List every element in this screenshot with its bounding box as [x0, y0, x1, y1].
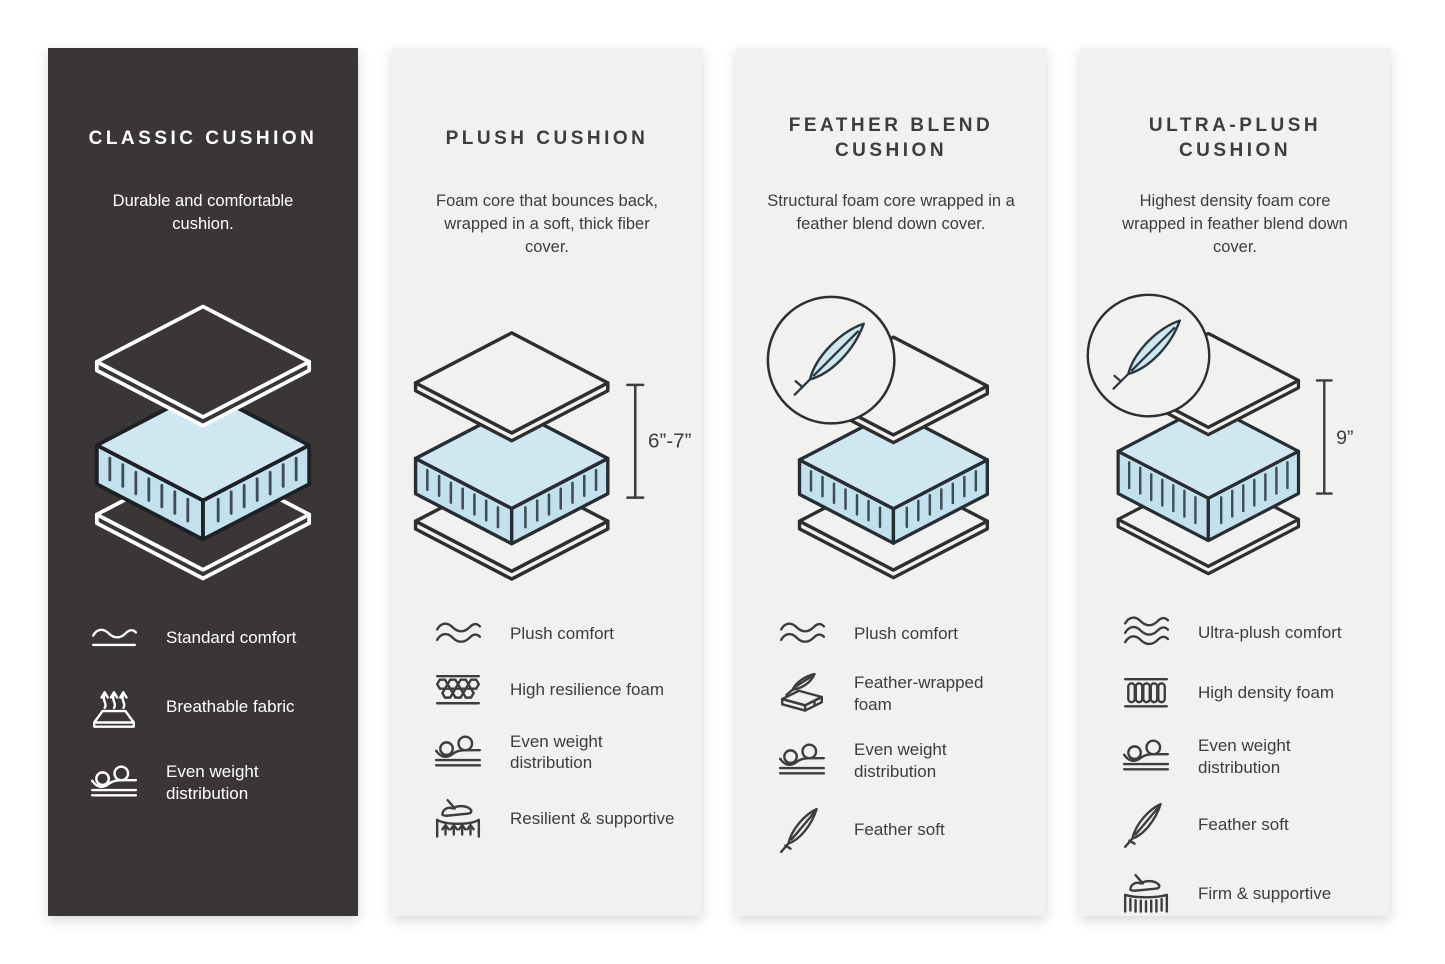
feather-icon [1120, 801, 1172, 849]
measurement-indicator [627, 385, 691, 498]
feature-label: Plush comfort [510, 623, 614, 643]
panel-description: Structural foam core wrapped in a feather blend down cover. [767, 191, 1015, 233]
feature-label: Firm & supportive [1198, 884, 1332, 904]
feather-badge [1088, 295, 1209, 416]
breathable-fabric-icon [88, 685, 140, 729]
cushion-diagram [1080, 292, 1390, 588]
top-cover-layer [416, 333, 608, 441]
measurement-label: 9” [1336, 427, 1354, 449]
page-title: PLUSH CUSHION [445, 127, 649, 149]
feature-label: Feather soft [854, 819, 945, 839]
measurement-indicator [1317, 380, 1354, 493]
wave-comfort-icon [88, 622, 140, 653]
page-title: FEATHER BLEND CUSHION [788, 115, 994, 161]
feather-wrapped-foam-icon [776, 672, 828, 716]
panel-description: Durable and comfortable cushion. [112, 191, 294, 233]
even-weight-icon [1120, 737, 1172, 777]
feature-label: Feather soft [1198, 815, 1289, 835]
feature-label: Ultra-plush comfort [1198, 622, 1342, 642]
even-weight-icon [88, 763, 140, 803]
panel-description: Highest density foam core wrapped in feather blend down cover. [1122, 191, 1348, 257]
cushion-diagram [392, 292, 702, 592]
feature-list [392, 618, 702, 841]
list-item [1120, 614, 1368, 652]
list-item [88, 622, 336, 653]
feature-label: High resilience foam [510, 680, 665, 700]
feature-label: Resilient & supportive [510, 809, 675, 829]
list-item [1120, 801, 1368, 849]
list-item [776, 739, 1024, 783]
waves-comfort-icon [432, 618, 484, 649]
cushion-layers-illustration [394, 327, 700, 584]
list-item [432, 672, 680, 707]
list-item [1120, 735, 1368, 779]
cushion-diagram [736, 292, 1046, 592]
cushion-layers-illustration [1085, 293, 1385, 580]
cushion-layers-illustration [73, 300, 333, 584]
feature-list [1080, 614, 1390, 916]
page-title: ULTRA-PLUSH CUSHION [1148, 115, 1322, 161]
feature-label: Plush comfort [854, 623, 958, 643]
feature-label: High density foam [1198, 683, 1335, 703]
feature-label: Standard comfort [166, 627, 297, 647]
resilient-supportive-icon [432, 797, 484, 841]
even-weight-icon [432, 733, 484, 773]
feature-label: Feather-wrapped foam [854, 673, 984, 715]
top-cover-layer [97, 307, 309, 426]
triple-waves-comfort-icon [1120, 614, 1172, 652]
panel-feather-blend-cushion [736, 48, 1046, 916]
feature-label: Even weight distribution [510, 731, 603, 773]
list-item [1120, 674, 1368, 712]
panel-description: Foam core that bounces back, wrapped in a soft, thick fiber cover. [436, 191, 658, 257]
honeycomb-foam-icon [432, 672, 484, 707]
measurement-label: 6”-7” [648, 429, 692, 453]
feature-label: Even weight distribution [854, 740, 947, 781]
feather-badge [767, 297, 893, 423]
feature-label: Breathable fabric [166, 697, 295, 717]
list-item [432, 797, 680, 841]
panel-plush-cushion [392, 48, 702, 916]
firm-supportive-icon [1120, 872, 1172, 916]
panel-classic-cushion [48, 48, 358, 916]
cushion-layers-illustration [765, 295, 1018, 584]
list-item [1120, 872, 1368, 916]
feature-label: Even weight distribution [1198, 735, 1291, 777]
feature-list [48, 622, 358, 805]
list-item [776, 618, 1024, 649]
list-item [432, 618, 680, 649]
list-item [432, 731, 680, 775]
page-title: CLASSIC CUSHION [88, 127, 318, 149]
high-density-foam-icon [1120, 674, 1172, 712]
list-item [776, 672, 1024, 716]
list-item [88, 761, 336, 805]
cushion-diagram [48, 292, 358, 592]
waves-comfort-icon [776, 618, 828, 649]
list-item [88, 685, 336, 729]
feature-list [736, 618, 1046, 853]
even-weight-icon [776, 741, 828, 781]
feather-icon [776, 806, 828, 854]
panel-ultra-plush-cushion [1080, 48, 1390, 916]
feature-label: Even weight distribution [166, 762, 259, 803]
list-item [776, 806, 1024, 854]
